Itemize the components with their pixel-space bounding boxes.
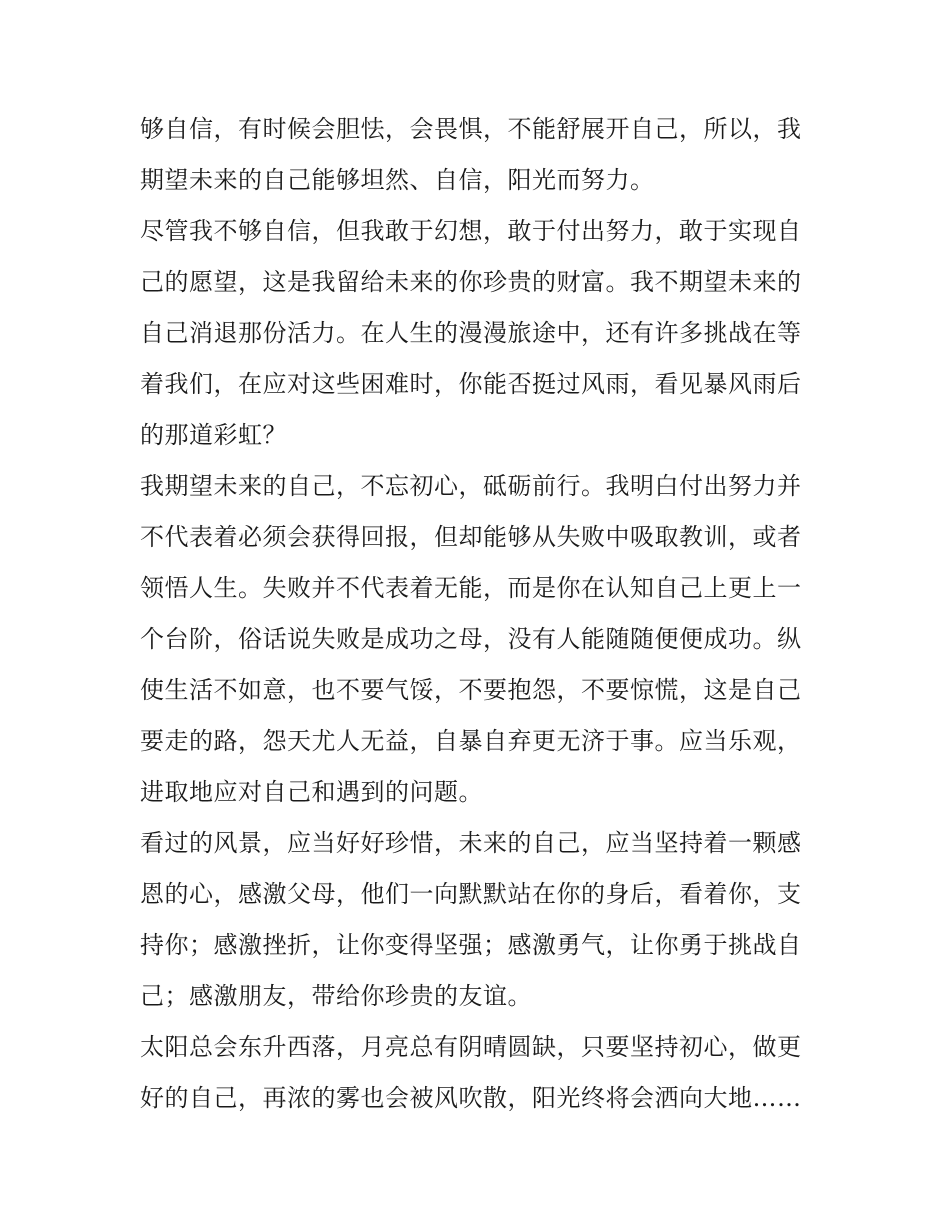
text-line: 持你；感激挫折，让你变得坚强；感激勇气，让你勇于挑战自 (140, 931, 802, 959)
text-line: 个台阶，俗话说失败是成功之母，没有人能随随便便成功。纵 (140, 625, 802, 653)
text-line: 自己消退那份活力。在人生的漫漫旅途中，还有许多挑战在等 (140, 319, 802, 347)
paragraph-2 (140, 206, 820, 461)
text-line: 领悟人生。失败并不代表着无能，而是你在认知自己上更上一 (140, 574, 802, 602)
text-line: 够自信，有时候会胆怯，会畏惧，不能舒展开自己，所以，我 (140, 115, 802, 143)
text-line: 尽管我不够自信，但我敢于幻想，敢于付出努力，敢于实现自 (140, 217, 802, 245)
text-line: 使生活不如意，也不要气馁，不要抱怨，不要惊慌，这是自己 (140, 676, 802, 704)
text-line: 要走的路，怨天尤人无益，自暴自弃更无济于事。应当乐观， (140, 727, 802, 755)
paragraph-3 (140, 461, 820, 818)
text-line: 好的自己，再浓的雾也会被风吹散，阳光终将会洒向大地…… (140, 1084, 802, 1112)
paragraph-1 (140, 104, 820, 206)
text-line: 不代表着必须会获得回报，但却能够从失败中吸取教训，或者 (140, 523, 802, 551)
text-line: 太阳总会东升西落，月亮总有阴晴圆缺，只要坚持初心，做更 (140, 1033, 802, 1061)
paragraph-4 (140, 818, 820, 1022)
document-body (140, 104, 820, 1124)
text-line: 我期望未来的自己，不忘初心，砥砺前行。我明白付出努力并 (140, 472, 802, 500)
text-line: 进取地应对自己和遇到的问题。 (140, 778, 483, 806)
text-line: 着我们，在应对这些困难时，你能否挺过风雨，看见暴风雨后 (140, 370, 802, 398)
text-line: 的那道彩虹？ (140, 421, 287, 449)
text-line: 己的愿望，这是我留给未来的你珍贵的财富。我不期望未来的 (140, 268, 802, 296)
paragraph-5 (140, 1022, 820, 1124)
text-line: 期望未来的自己能够坦然、自信，阳光而努力。 (140, 166, 655, 194)
text-line: 看过的风景，应当好好珍惜，未来的自己，应当坚持着一颗感 (140, 829, 802, 857)
text-line: 己；感激朋友，带给你珍贵的友谊。 (140, 982, 532, 1010)
text-line: 恩的心，感激父母，他们一向默默站在你的身后，看着你，支 (140, 880, 802, 908)
